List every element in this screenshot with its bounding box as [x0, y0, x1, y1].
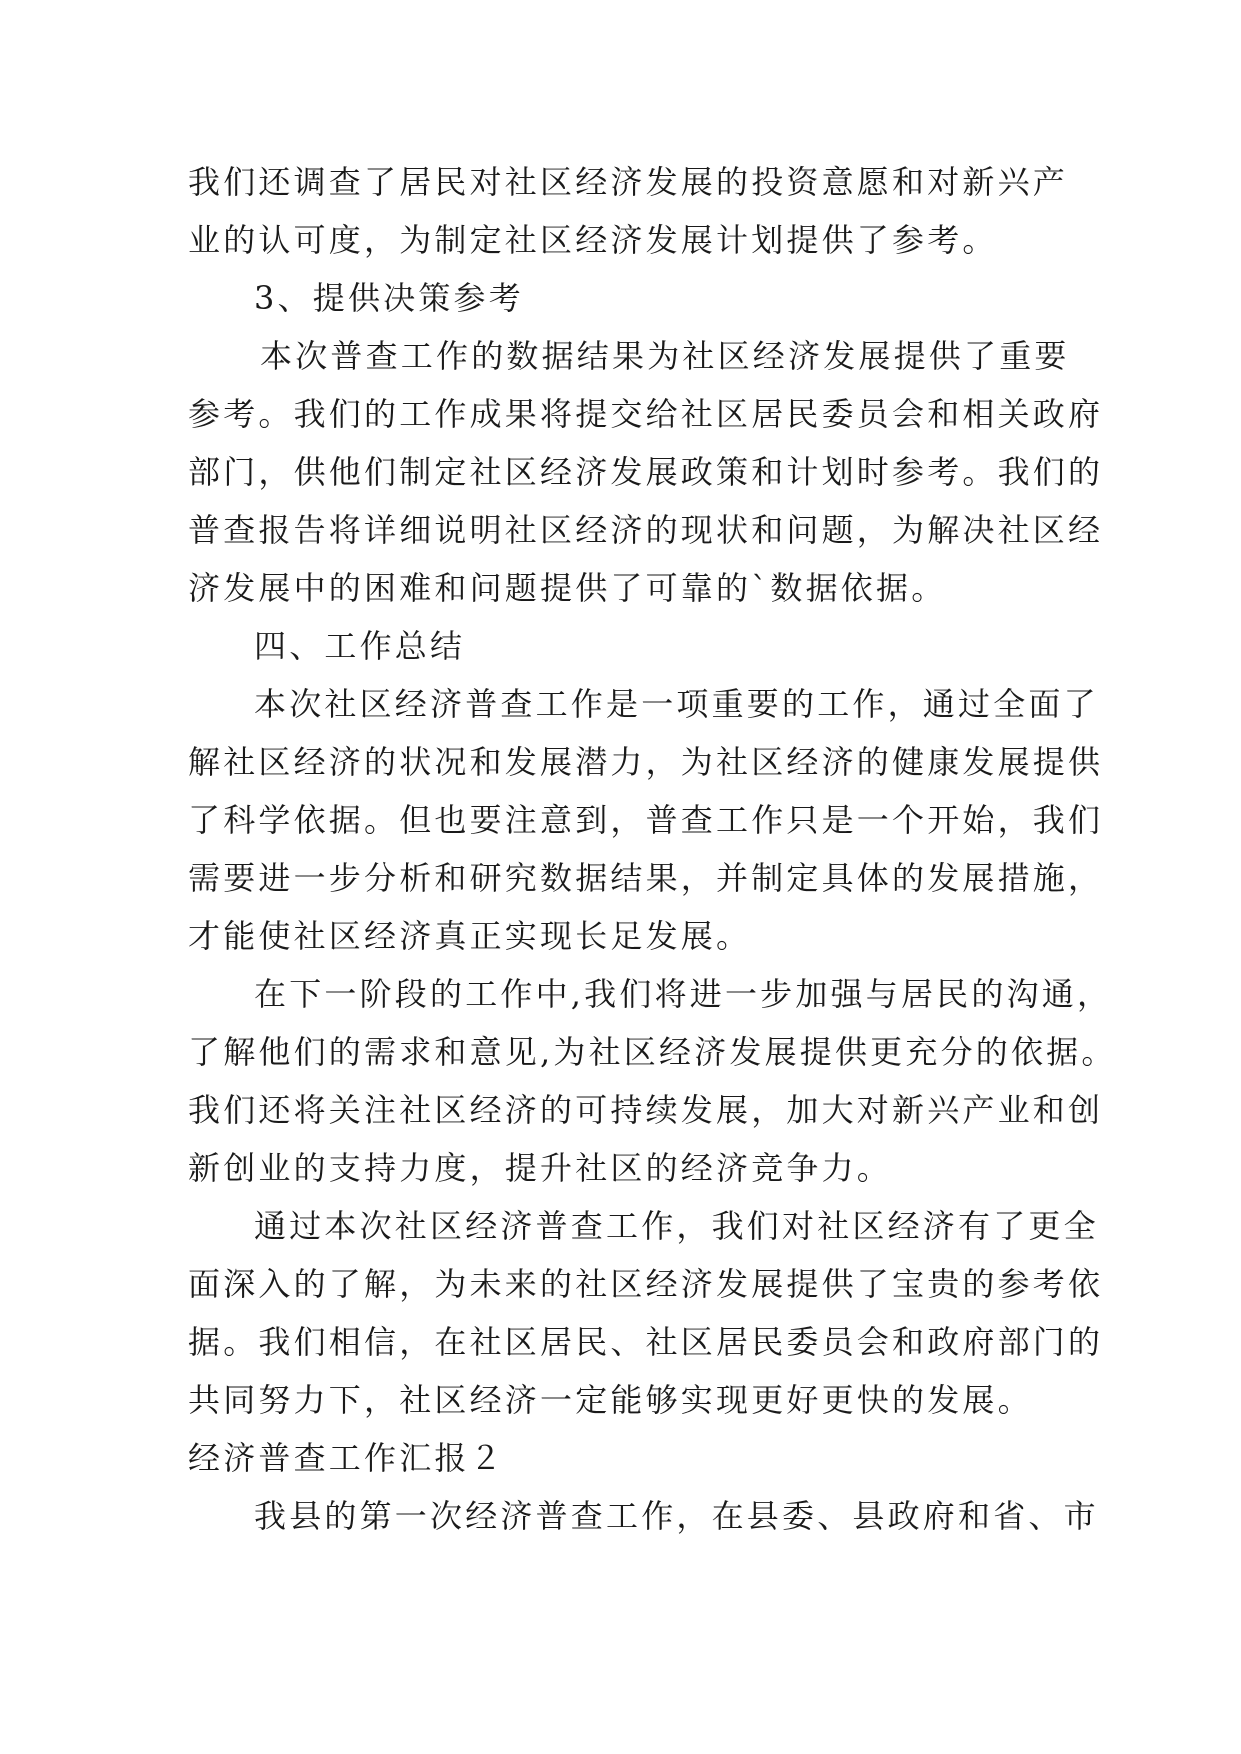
paragraph-line: 我们还将关注社区经济的可持续发展，加大对新兴产业和创	[188, 1091, 1104, 1129]
paragraph-line: 本次普查工作的数据结果为社区经济发展提供了重要	[260, 337, 1070, 375]
paragraph-line: 面深入的了解，为未来的社区经济发展提供了宝贵的参考依	[188, 1265, 1104, 1303]
paragraph-line: 才能使社区经济真正实现长足发展。	[188, 917, 752, 955]
paragraph-line: 据。我们相信，在社区居民、社区居民委员会和政府部门的	[188, 1323, 1104, 1361]
paragraph-line: 通过本次社区经济普查工作，我们对社区经济有了更全	[254, 1207, 1099, 1245]
paragraph-line: 共同努力下，社区经济一定能够实现更好更快的发展。	[188, 1381, 1033, 1419]
paragraph-line: 了解他们的需求和意见,为社区经济发展提供更充分的依据。	[188, 1033, 1117, 1071]
section-heading: 3、提供决策参考	[254, 279, 524, 317]
paragraph-line: 本次社区经济普查工作是一项重要的工作，通过全面了	[254, 685, 1099, 723]
paragraph-line: 我县的第一次经济普查工作，在县委、县政府和省、市	[254, 1497, 1099, 1535]
paragraph-line: 参考。我们的工作成果将提交给社区居民委员会和相关政府	[188, 395, 1104, 433]
paragraph-line: 普查报告将详细说明社区经济的现状和问题，为解决社区经	[188, 511, 1104, 549]
paragraph-line: 在下一阶段的工作中,我们将进一步加强与居民的沟通，	[254, 975, 1113, 1013]
section-heading: 四、工作总结	[254, 627, 466, 665]
paragraph-line: 我们还调查了居民对社区经济发展的投资意愿和对新兴产	[188, 163, 1069, 201]
paragraph-line: 了科学依据。但也要注意到，普查工作只是一个开始，我们	[188, 801, 1104, 839]
paragraph-line: 业的认可度，为制定社区经济发展计划提供了参考。	[188, 221, 998, 259]
paragraph-line: 部门，供他们制定社区经济发展政策和计划时参考。我们的	[188, 453, 1104, 491]
paragraph-line: 新创业的支持力度，提升社区的经济竞争力。	[188, 1149, 893, 1187]
paragraph-line: 解社区经济的状况和发展潜力，为社区经济的健康发展提供	[188, 743, 1104, 781]
paragraph-line: 济发展中的困难和问题提供了可靠的`数据依据。	[188, 569, 947, 607]
report-title: 经济普查工作汇报２	[188, 1439, 505, 1477]
paragraph-line: 需要进一步分析和研究数据结果，并制定具体的发展措施，	[188, 859, 1104, 897]
